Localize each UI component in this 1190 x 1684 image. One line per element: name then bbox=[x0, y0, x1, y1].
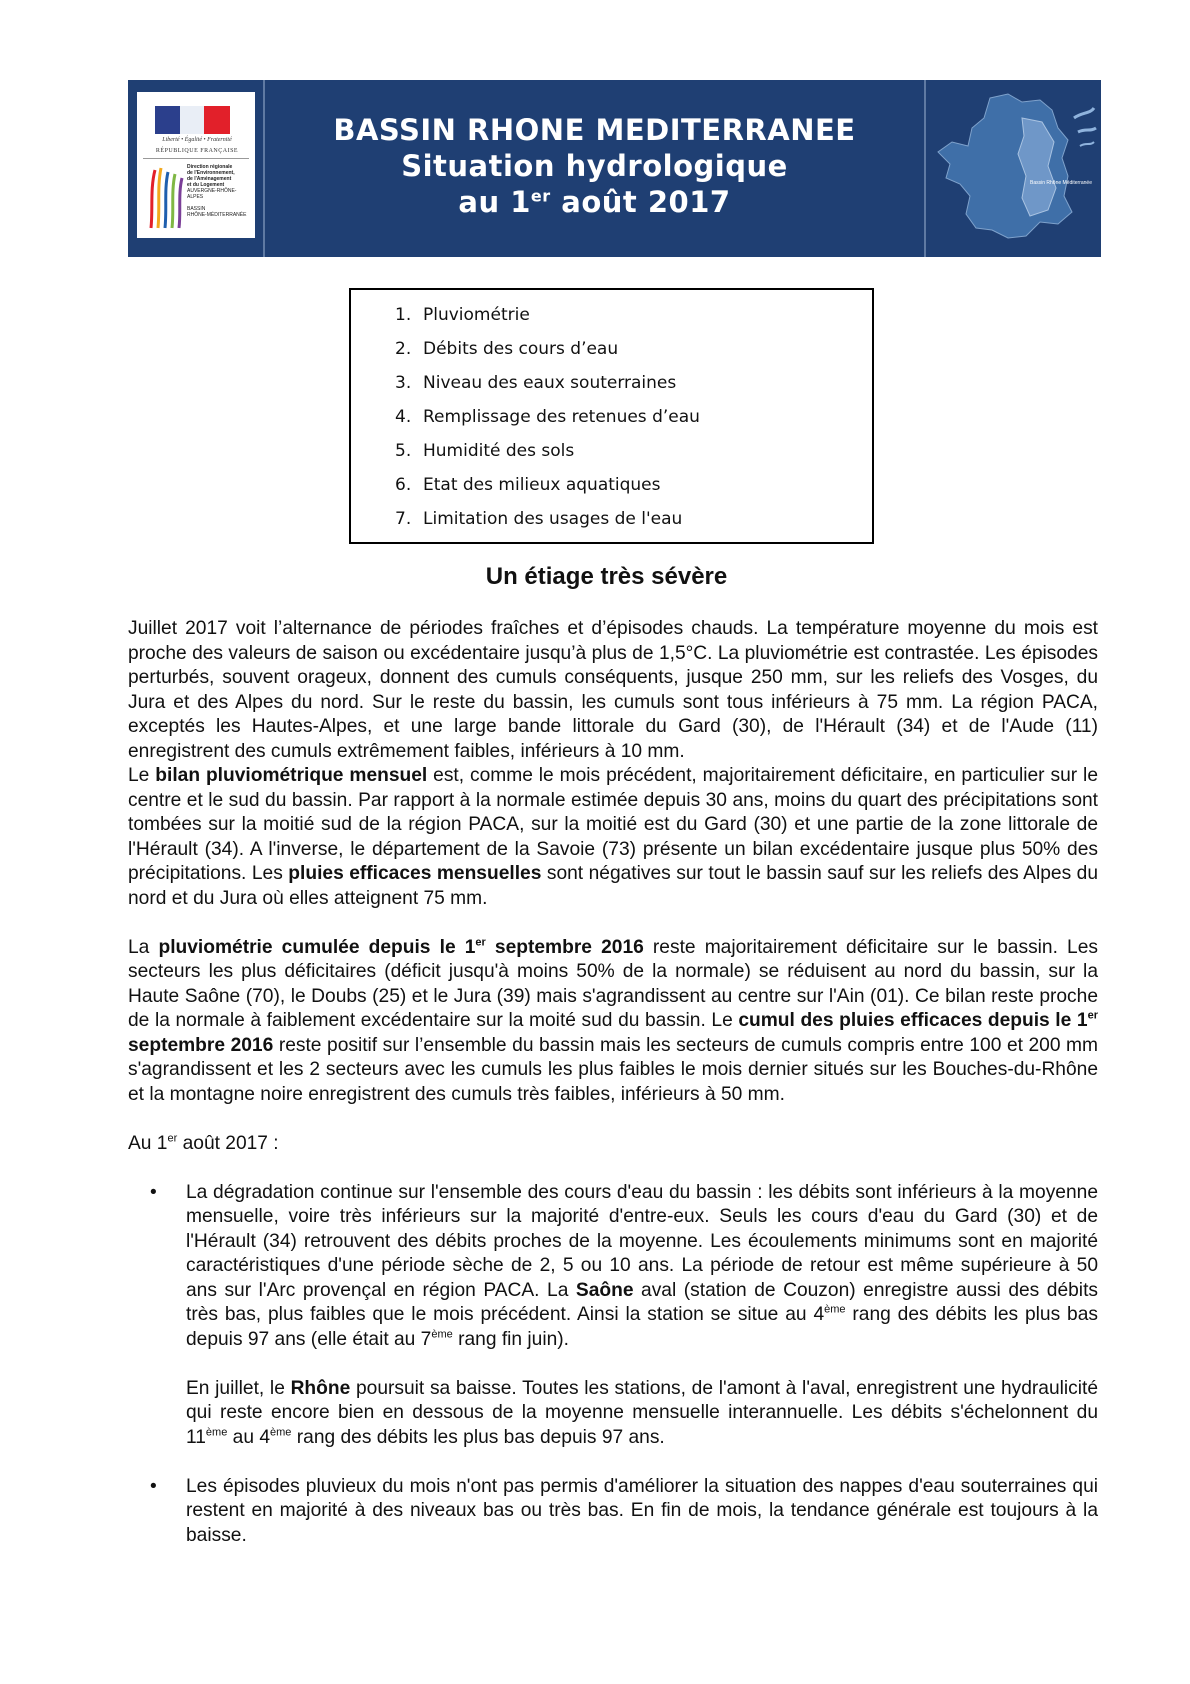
map-label: Bassin Rhône Méditerranée bbox=[1030, 180, 1092, 186]
bullet-rhone: En juillet, le Rhône poursuit sa baisse. Toutes les stations, de l'amont à l'aval, enregistrent une hydraulicité qui reste encore bien en dessous de la moyenne mensuelle interannuelle. Les débits s'échelonnent du 11ème au 4ème rang des débits les plus bas depuis 97 ans. bbox=[186, 1377, 1099, 1448]
dreal-text: Direction régionale de l'Environnement, de l'Aménagement et du Logement AUVERGNE-RHÔNE-ALPES BASSIN RHÔNE-MÉDITERRANÉE bbox=[187, 164, 247, 218]
toc-item: 2. Débits des cours d’eau bbox=[395, 339, 619, 359]
prefet-logo bbox=[137, 92, 255, 238]
bullet-icon: • bbox=[150, 1475, 157, 1497]
toc-item: 1. Pluviométrie bbox=[395, 305, 530, 325]
paragraph-bilan: Le bilan pluviométrique mensuel est, comme le mois précédent, majoritairement déficitaire, en particulier sur le centre et le sud du bassin. Par rapport à la normale estimée depuis 30 ans, moins du quart des précipitations sont tombées sur la moitié sud de la région PACA, sur la moitié est du Gard (30) et une partie de la zone littorale de l'Hérault (34). A l'inverse, le département de la Savoie (73) présente un bilan excédentaire jusque plus 50% des précipitations. Les pluies efficaces mensuelles sont négatives sur tout le bassin sauf sur les reliefs des Alpes du nord et du Jura où elles atteignent 75 mm. bbox=[128, 765, 1098, 909]
paragraph-weather: Juillet 2017 voit l’alternance de périodes fraîches et d’épisodes chauds. La température moyenne du mois est proche des valeurs de saison ou excédentaire jusqu’à plus de 1,5°C. La pluviométrie est contrastée. Les épisodes perturbés, souvent orageux, donnent des cumuls conséquents, jusque 250 mm, sur les reliefs des Vosges, du Jura et des Alpes du nord. Sur le reste du bassin, les cumuls sont tous inférieurs à 75 mm. La région PACA, exceptés les Hautes-Alpes, et une large bande littorale du Gard (30), de l'Hérault (34) et de l'Aude (11) enregistrent des cumuls extrêmement faibles, inférieurs à 10 mm. bbox=[128, 618, 1098, 762]
bullet-groundwater: • Les épisodes pluvieux du mois n'ont pas permis d'améliorer la situation des nappes d'eau souterraines qui restent en majorité à des niveaux bas ou très bas. En fin de mois, la tendance générale est toujours à la baisse. bbox=[150, 1475, 1098, 1546]
body-text bbox=[128, 617, 1098, 1548]
logo-republic: RÉPUBLIQUE FRANÇAISE bbox=[155, 148, 239, 154]
title-line-3: au 1er août 2017 bbox=[458, 185, 731, 219]
banner-divider-right bbox=[924, 80, 926, 257]
table-of-contents bbox=[349, 288, 874, 544]
toc-item: 3. Niveau des eaux souterraines bbox=[395, 373, 677, 393]
toc-item: 5. Humidité des sols bbox=[395, 441, 575, 461]
section-heading: Un étiage très sévère bbox=[485, 563, 728, 590]
bullet-rivers: • La dégradation continue sur l'ensemble des cours d'eau du bassin : les débits sont inférieurs à la moyenne mensuelle, voire très inférieurs sur la majorité d'entre-eux. Seuls les cours d'eau du Gard (30) et de l'Hérault (34) retrouvent des débits proches de la moyenne. Les écoulements minimums sont en majorité caractéristiques d'une période sèche de 2, 5 ou 10 ans. La période de retour est même supérieure à 50 ans sur l'Arc provençal en région PACA. La Saône aval (station de Couzon) enregistre aussi des débits très bas, plus faibles que le mois précédent. Ainsi la station se situe au 4ème rang des débits les plus bas depuis 97 ans (elle était au 7ème rang fin juin). bbox=[150, 1181, 1098, 1350]
marianne-flag-red bbox=[204, 106, 230, 134]
toc-item: 4. Remplissage des retenues d’eau bbox=[395, 407, 700, 427]
logo-divider bbox=[143, 158, 249, 159]
marianne-flag-white bbox=[180, 106, 204, 134]
title-line-2: Situation hydrologique bbox=[401, 149, 788, 183]
marianne-flag-blue bbox=[155, 106, 180, 134]
title-line-1: BASSIN RHONE MEDITERRANEE bbox=[333, 113, 856, 147]
toc-item: 6. Etat des milieux aquatiques bbox=[395, 475, 661, 495]
logo-motto: Liberté • Égalité • Fraternité bbox=[162, 137, 232, 143]
page-title bbox=[265, 112, 924, 220]
date-line: Au 1er août 2017 : bbox=[128, 1132, 279, 1154]
toc-item: 7. Limitation des usages de l'eau bbox=[395, 509, 683, 529]
bullet-icon: • bbox=[150, 1181, 157, 1203]
dreal-stripes-icon bbox=[147, 164, 187, 230]
paragraph-cumul: La pluviométrie cumulée depuis le 1er septembre 2016 reste majoritairement déficitaire sur le bassin. Les secteurs les plus déficitaires (déficit jusqu'à moins 50% de la normale) se réduisent au nord du bassin, sur la Haute Saône (70), le Doubs (25) et le Jura (39) mais s'agrandissent au centre sur l'Ain (01). Ce bilan reste proche de la normale à faiblement excédentaire sur la moité sud du bassin. Le cumul des pluies efficaces depuis le 1er septembre 2016 reste positif sur l’ensemble du bassin mais les secteurs de cumuls compris entre 100 et 200 mm s'agrandissent et les 2 secteurs avec les cumuls les plus faibles le mois dernier situés sur les Bouches-du-Rhône et la montagne noire enregistrent des cumuls très faibles, inférieurs à 50 mm. bbox=[128, 936, 1099, 1105]
france-basin-map-icon bbox=[930, 88, 1100, 252]
